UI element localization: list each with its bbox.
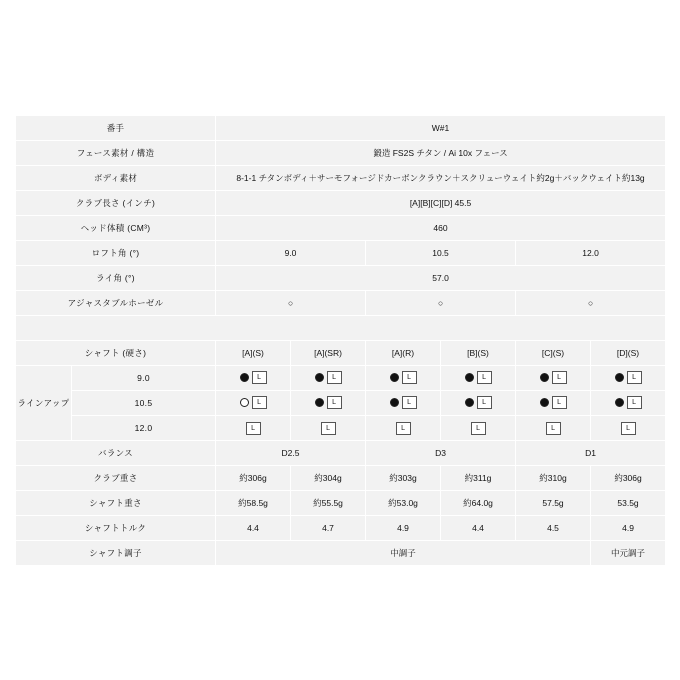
shaft-column-header: [D](S): [591, 341, 666, 366]
table-row: [16, 516, 666, 541]
filled-dot-icon: [465, 398, 474, 407]
row-value: 4.7: [291, 516, 366, 541]
flex-l-box: L: [252, 396, 267, 409]
filled-dot-icon: [615, 398, 624, 407]
flex-l-box: L: [402, 396, 417, 409]
lineup-cell: [516, 391, 591, 416]
row-value: 4.4: [441, 516, 516, 541]
flex-l-box: L: [252, 371, 267, 384]
lineup-loft: 10.5: [72, 391, 216, 416]
row-value: W#1: [216, 116, 666, 141]
table-row: [16, 441, 666, 466]
lineup-cell: [591, 391, 666, 416]
filled-dot-icon: [465, 373, 474, 382]
row-label: シャフト調子: [16, 541, 216, 566]
flex-l-box: L: [327, 371, 342, 384]
filled-dot-icon: [390, 398, 399, 407]
row-value: [A][B][C][D] 45.5: [216, 191, 666, 216]
row-value: 約304g: [291, 466, 366, 491]
flex-l-box: L: [546, 422, 561, 435]
table-row: [16, 116, 666, 141]
spec-table: [15, 115, 666, 566]
table-row: [16, 266, 666, 291]
table-row: [16, 241, 666, 266]
adjustable-hosel-mark: ○: [366, 291, 516, 316]
lineup-cell: [216, 416, 291, 441]
row-value: 約64.0g: [441, 491, 516, 516]
row-value: D3: [366, 441, 516, 466]
shaft-header-label: シャフト (硬さ): [16, 341, 216, 366]
row-value: 4.5: [516, 516, 591, 541]
lineup-cell: [291, 391, 366, 416]
open-dot-icon: [240, 398, 249, 407]
filled-dot-icon: [540, 398, 549, 407]
row-value: 57.0: [216, 266, 666, 291]
adjustable-hosel-mark: ○: [516, 291, 666, 316]
row-label: クラブ長さ (インチ): [16, 191, 216, 216]
section-divider: [16, 316, 666, 341]
lineup-cell: [591, 416, 666, 441]
shaft-column-header: [A](R): [366, 341, 441, 366]
row-label: ロフト角 (°): [16, 241, 216, 266]
flex-l-box: L: [321, 422, 336, 435]
shaft-column-header: [A](SR): [291, 341, 366, 366]
lineup-cell: [441, 391, 516, 416]
row-label: バランス: [16, 441, 216, 466]
row-value: D2.5: [216, 441, 366, 466]
table-row: [16, 216, 666, 241]
lineup-loft: 9.0: [72, 366, 216, 391]
row-label: クラブ重さ: [16, 466, 216, 491]
row-label: アジャスタブルホーゼル: [16, 291, 216, 316]
shaft-column-header: [A](S): [216, 341, 291, 366]
row-value: 460: [216, 216, 666, 241]
lineup-cell: [441, 366, 516, 391]
flex-l-box: L: [327, 396, 342, 409]
row-value: 53.5g: [591, 491, 666, 516]
lineup-cell: [366, 416, 441, 441]
lineup-cell: [441, 416, 516, 441]
row-value: 中元調子: [591, 541, 666, 566]
row-label: ライ角 (°): [16, 266, 216, 291]
filled-dot-icon: [315, 373, 324, 382]
lineup-cell: [291, 416, 366, 441]
flex-l-box: L: [552, 371, 567, 384]
flex-l-box: L: [627, 396, 642, 409]
spec-table-container: [15, 115, 665, 566]
lineup-cell: [216, 366, 291, 391]
table-row: [16, 416, 666, 441]
row-value: 約306g: [216, 466, 291, 491]
table-row: [16, 491, 666, 516]
flex-l-box: L: [246, 422, 261, 435]
flex-l-box: L: [402, 371, 417, 384]
shaft-column-header: [B](S): [441, 341, 516, 366]
flex-l-box: L: [477, 371, 492, 384]
row-value: 中調子: [216, 541, 591, 566]
lineup-cell: [366, 391, 441, 416]
row-label: ヘッド体積 (CM³): [16, 216, 216, 241]
lineup-cell: [291, 366, 366, 391]
filled-dot-icon: [390, 373, 399, 382]
table-row: [16, 391, 666, 416]
row-value: 10.5: [366, 241, 516, 266]
row-label: シャフトトルク: [16, 516, 216, 541]
flex-l-box: L: [627, 371, 642, 384]
table-row: [16, 166, 666, 191]
row-value: 約58.5g: [216, 491, 291, 516]
row-value: 57.5g: [516, 491, 591, 516]
lineup-cell: [216, 391, 291, 416]
row-value: 4.9: [591, 516, 666, 541]
row-value: 約303g: [366, 466, 441, 491]
flex-l-box: L: [621, 422, 636, 435]
row-value: 約55.5g: [291, 491, 366, 516]
row-value: 4.4: [216, 516, 291, 541]
row-value: 4.9: [366, 516, 441, 541]
lineup-cell: [516, 416, 591, 441]
table-row: [16, 291, 666, 316]
table-row: [16, 466, 666, 491]
table-row: [16, 541, 666, 566]
row-value: 約306g: [591, 466, 666, 491]
flex-l-box: L: [396, 422, 411, 435]
shaft-column-header: [C](S): [516, 341, 591, 366]
adjustable-hosel-mark: ○: [216, 291, 366, 316]
filled-dot-icon: [540, 373, 549, 382]
table-row: [16, 341, 666, 366]
row-value: 9.0: [216, 241, 366, 266]
filled-dot-icon: [315, 398, 324, 407]
table-row: [16, 191, 666, 216]
lineup-label: ラインアップ: [16, 366, 72, 441]
filled-dot-icon: [240, 373, 249, 382]
row-value: 約311g: [441, 466, 516, 491]
row-value: 約53.0g: [366, 491, 441, 516]
flex-l-box: L: [552, 396, 567, 409]
row-label: ボディ素材: [16, 166, 216, 191]
filled-dot-icon: [615, 373, 624, 382]
lineup-cell: [591, 366, 666, 391]
row-value: 鍛造 FS2S チタン / Ai 10x フェース: [216, 141, 666, 166]
flex-l-box: L: [471, 422, 486, 435]
lineup-loft: 12.0: [72, 416, 216, 441]
row-label: フェース素材 / 構造: [16, 141, 216, 166]
row-value: 約310g: [516, 466, 591, 491]
flex-l-box: L: [477, 396, 492, 409]
lineup-cell: [516, 366, 591, 391]
row-label: シャフト重さ: [16, 491, 216, 516]
row-label: 番手: [16, 116, 216, 141]
lineup-cell: [366, 366, 441, 391]
row-value: D1: [516, 441, 666, 466]
table-row: [16, 366, 666, 391]
row-value: 8-1-1 チタンボディ＋サーモフォージドカーボンクラウン＋スクリューウェイト約2g＋バックウェイト約13g: [216, 166, 666, 191]
row-value: 12.0: [516, 241, 666, 266]
table-row: [16, 141, 666, 166]
